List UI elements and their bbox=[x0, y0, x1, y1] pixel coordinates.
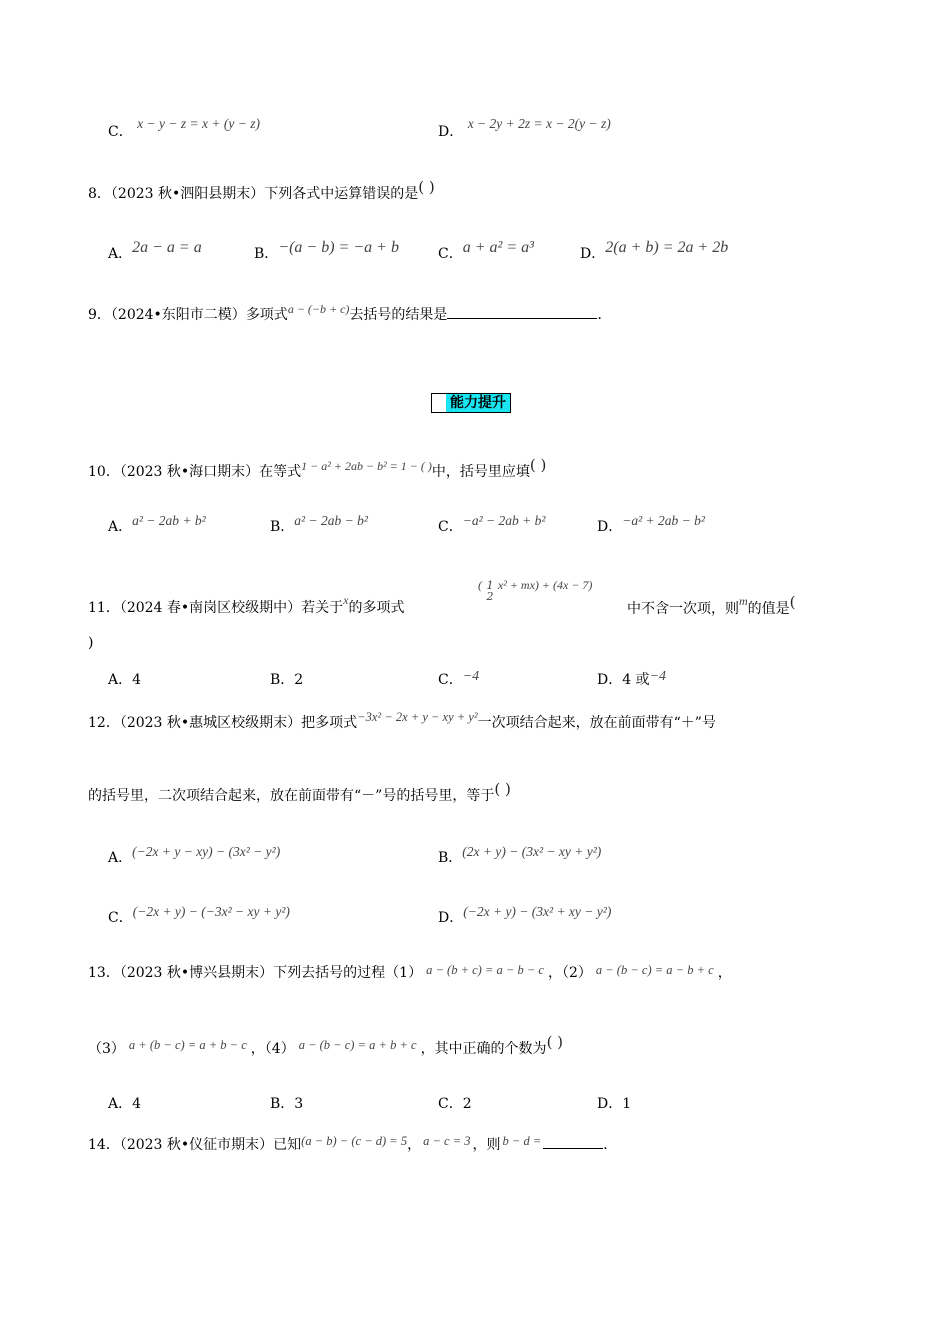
answer-paren: ( ) bbox=[529, 456, 547, 474]
q11-polynomial: ( 1 2 x² + mx) + (4x − 7) bbox=[478, 578, 593, 603]
q14-stem: 14．（2023 秋•仪征市期末）已知(a − b) − (c − d) = 5， a − c = 3 ，则 b − d = ． bbox=[88, 1134, 618, 1153]
q8-option-a[interactable]: A．2a − a = a bbox=[108, 239, 202, 262]
q11-stem-end: 中不含一次项，则m的值是( bbox=[627, 593, 796, 617]
q12-option-b[interactable]: B．(2x + y) − (3x² − xy + y²) bbox=[438, 844, 602, 866]
q7-option-d[interactable]: D． x − 2y + 2z = x − 2(y − z) bbox=[438, 116, 611, 140]
q13-option-d[interactable]: D．1 bbox=[597, 1096, 632, 1112]
q10-option-d[interactable]: D．−a² + 2ab − b² bbox=[597, 513, 705, 535]
section-title: 能力提升 bbox=[446, 394, 510, 412]
q11-option-a[interactable]: A．4 bbox=[108, 672, 142, 688]
answer-paren: ( ) bbox=[418, 178, 435, 196]
q13-option-a[interactable]: A．4 bbox=[108, 1096, 142, 1112]
q9-stem: 9．（2024•东阳市二模）多项式a − (−b + c)去括号的结果是 ． bbox=[88, 302, 612, 323]
q12-stem-line2: 的括号里，二次项结合起来，放在前面带有“－”号的括号里，等于( ) bbox=[88, 780, 511, 804]
answer-blank[interactable] bbox=[543, 1134, 603, 1149]
q7-option-c-math: x − y − z = x + (y − z) bbox=[137, 116, 260, 131]
q10-option-a[interactable]: A．a² − 2ab + b² bbox=[108, 513, 206, 535]
answer-blank[interactable] bbox=[447, 304, 597, 319]
q7-option-c[interactable]: C． x − y − z = x + (y − z) bbox=[108, 116, 260, 140]
q13-stem: 13．（2023 秋•博兴县期末）下列去括号的过程（1） a − (b + c) = a − b − c ，（2） a − (b − c) = a − b + c ， bbox=[88, 963, 732, 981]
q10-option-b[interactable]: B．a² − 2ab − b² bbox=[270, 513, 368, 535]
q12-option-d[interactable]: D．(−2x + y) − (3x² + xy − y²) bbox=[438, 904, 612, 926]
q8-option-b[interactable]: B．−(a − b) = −a + b bbox=[254, 239, 399, 262]
q12-stem: 12．（2023 秋•惠城区校级期末）把多项式−3x² − 2x + y − xy + y²一次项结合起来，放在前面带有“＋”号 bbox=[88, 710, 716, 731]
q12-option-c[interactable]: C．(−2x + y) − (−3x² − xy + y²) bbox=[108, 904, 290, 926]
q13-option-c[interactable]: C．2 bbox=[438, 1096, 472, 1112]
q11-option-b[interactable]: B．2 bbox=[270, 672, 304, 688]
q13-option-b[interactable]: B．3 bbox=[270, 1096, 304, 1112]
fraction: 1 2 bbox=[486, 579, 494, 603]
q8-option-c[interactable]: C．a + a² = a³ bbox=[438, 239, 534, 262]
q10-option-c[interactable]: C．−a² − 2ab + b² bbox=[438, 513, 546, 535]
section-header bbox=[431, 393, 511, 413]
q7-option-d-math: x − 2y + 2z = x − 2(y − z) bbox=[467, 116, 611, 131]
q11-paren-close: ) bbox=[88, 635, 94, 651]
q8-stem: 8．（2023 秋•泗阳县期末）下列各式中运算错误的是( ) bbox=[88, 178, 435, 202]
answer-paren: ( ) bbox=[546, 1033, 564, 1051]
q11-option-c[interactable]: C．−4 bbox=[438, 669, 480, 688]
q8-option-d[interactable]: D．2(a + b) = 2a + 2b bbox=[580, 239, 729, 262]
q10-stem: 10．（2023 秋•海口期末）在等式1 − a² + 2ab − b² = 1 − ( )中，括号里应填( ) bbox=[88, 456, 547, 480]
answer-paren: ( ) bbox=[494, 780, 511, 798]
q11-option-d[interactable]: D．4 或−4 bbox=[597, 669, 667, 688]
q12-option-a[interactable]: A．(−2x + y − xy) − (3x² − y²) bbox=[108, 844, 281, 866]
q11-stem: 11．（2024 春•南岗区校级期中）若关于x的多项式 bbox=[88, 593, 405, 616]
q13-stem-line2: （3） a + (b − c) = a + b − c ，（4） a − (b − c) = a + b + c ，其中正确的个数为( ) bbox=[88, 1033, 564, 1057]
